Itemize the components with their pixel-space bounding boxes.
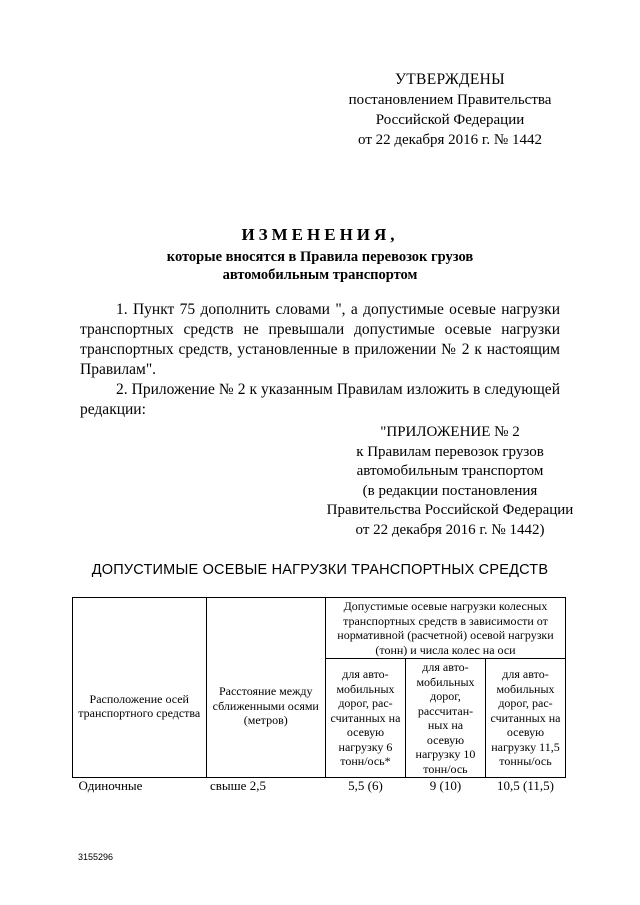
subheader-11-5t: для авто-мобильных дорог, рас-считанных на осевую нагрузку 11,5 тонны/ось	[485, 659, 565, 778]
approved-line-2: постановлением Правительства	[348, 92, 552, 108]
document-subtitle	[0, 248, 640, 284]
appendix-line-2: к Правилам перевозок грузов	[356, 443, 544, 460]
cell-distance: свыше 2,5	[210, 778, 266, 793]
appendix-line-5: Правительства Российской Федерации	[326, 502, 574, 518]
appendix-line-6: от 22 декабря 2016 г. № 1442)	[355, 521, 545, 538]
table-title: ДОПУСТИМЫЕ ОСЕВЫЕ НАГРУЗКИ ТРАНСПОРТНЫХ СРЕДСТВ	[91, 562, 549, 578]
approved-line-4: от 22 декабря 2016 г. № 1442	[358, 132, 542, 148]
appendix-line-1: "ПРИЛОЖЕНИЕ № 2	[380, 424, 520, 440]
axle-load-table	[72, 597, 566, 795]
subheader-6t: для авто-мобильных дорог, рас-считанных на осевую нагрузку 6 тонн/ось*	[325, 659, 405, 778]
header-axle-distance: Расстояние между сближенными осями (метров)	[206, 598, 325, 778]
approved-line-3: Российской Федерации	[375, 112, 525, 128]
cell-load-11-5t: 10,5 (11,5)	[497, 778, 554, 793]
cell-load-10t: 9 (10)	[429, 778, 462, 793]
appendix-line-3: автомобильным транспортом	[356, 463, 544, 479]
document-title: ИЗМЕНЕНИЯ,	[241, 225, 399, 244]
paragraph-1: 1. Пункт 75 дополнить словами ", а допустимые осевые нагрузки транспортных средств не превышали допустимые осевые нагрузки транспортных средств, установленные в приложении № 2 к настоящим Правилам".	[80, 301, 560, 378]
appendix-line-4: (в редакции постановления	[362, 482, 538, 499]
header-axle-arrangement: Расположение осей транспортного средства	[73, 598, 207, 778]
cell-arrangement: Одиночные	[78, 778, 143, 793]
subtitle-line-1: которые вносятся в Правила перевозок грузов	[166, 249, 474, 265]
subtitle-line-2: автомобильным транспортом	[222, 267, 418, 283]
header-permissible-loads: Допустимые осевые нагрузки колесных транспортных средств в зависимости от нормативной (расчетной) осевой нагрузки (тонн) и числа колес на оси	[325, 598, 565, 659]
body-text	[80, 300, 560, 420]
approval-stamp	[310, 70, 590, 150]
approved-heading: УТВЕРЖДЕНЫ	[395, 71, 505, 88]
cell-load-6t: 5,5 (6)	[348, 778, 383, 793]
appendix-header	[305, 423, 595, 540]
table-row	[73, 778, 566, 795]
paragraph-2: 2. Приложение № 2 к указанным Правилам изложить в следующей редакции:	[80, 381, 560, 418]
footer-document-code: 3155296	[78, 852, 114, 862]
subheader-10t: для авто-мобильных дорог, рассчитан-ных на осевую нагрузку 10 тонн/ось	[405, 659, 485, 778]
